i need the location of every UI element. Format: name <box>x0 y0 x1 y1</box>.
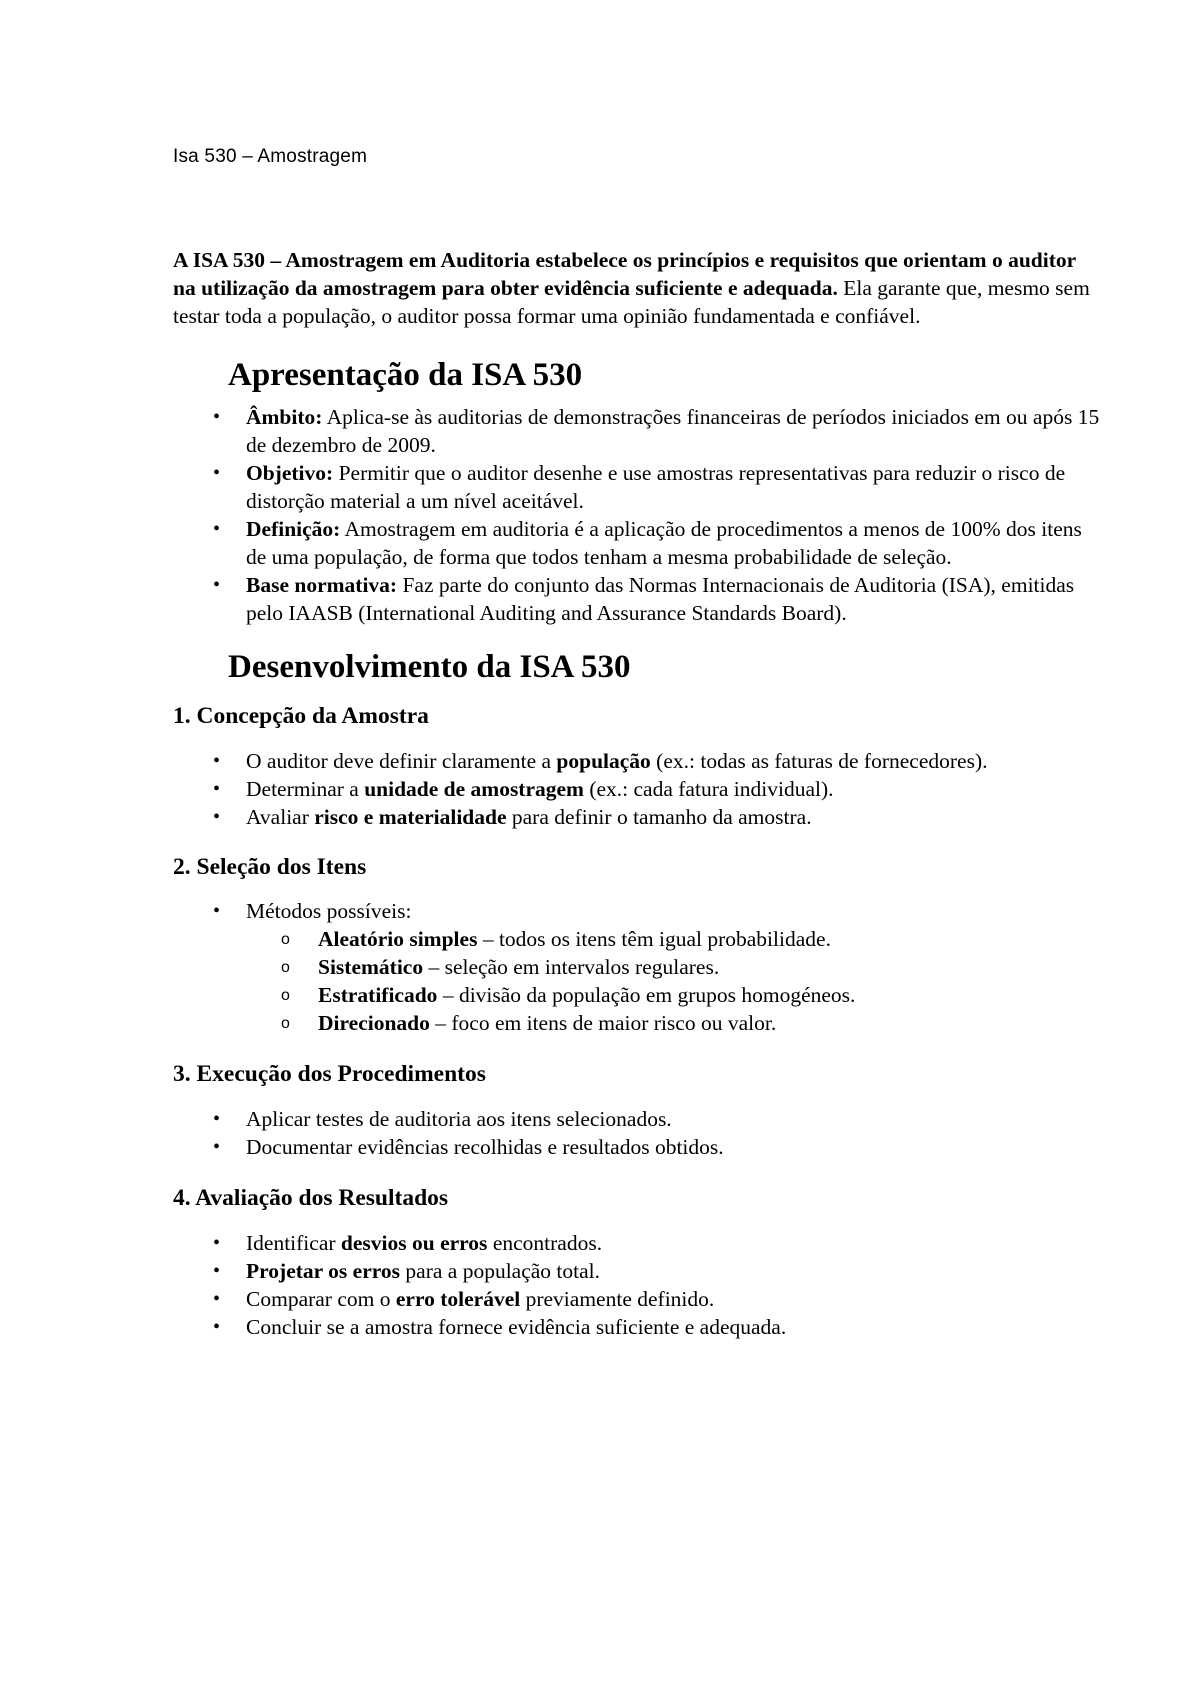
selecao-list <box>173 897 1103 925</box>
item-label: Definição: <box>246 517 341 541</box>
list-item <box>173 1285 1103 1313</box>
item-text: Documentar evidências recolhidas e resultados obtidos. <box>246 1135 724 1159</box>
method-name: Direcionado <box>318 1011 430 1035</box>
item-text: Permitir que o auditor desenhe e use amostras representativas para reduzir o risco de distorção material a um nível aceitável. <box>246 461 1066 513</box>
item-text: para a população total. <box>400 1259 601 1283</box>
method-name: Estratificado <box>318 983 438 1007</box>
subsection-title-concepcao: 1. Concepção da Amostra <box>173 703 429 729</box>
section-title-apresentacao: Apresentação da ISA 530 <box>228 357 583 393</box>
method-desc: – divisão da população em grupos homogéneos. <box>437 983 856 1007</box>
concepcao-list <box>173 747 1103 831</box>
item-label: Objetivo: <box>246 461 334 485</box>
item-text: (ex.: todas as faturas de fornecedores). <box>650 749 988 773</box>
item-text: Avaliar <box>246 805 315 829</box>
item-text: encontrados. <box>487 1231 603 1255</box>
execucao-list <box>173 1105 1103 1161</box>
header-note: Isa 530 – Amostragem <box>173 146 368 167</box>
item-text: Determinar a <box>246 777 365 801</box>
item-text: Identificar <box>246 1231 341 1255</box>
method-name: Aleatório simples <box>318 927 478 951</box>
item-text: previamente definido. <box>520 1287 715 1311</box>
item-bold: população <box>556 749 651 773</box>
avaliacao-list <box>173 1229 1103 1341</box>
list-item <box>173 747 1103 775</box>
method-desc: – foco em itens de maior risco ou valor. <box>429 1011 777 1035</box>
list-item <box>173 1313 1103 1341</box>
list-item <box>173 1105 1103 1133</box>
list-item <box>173 571 1103 627</box>
method-item <box>173 981 1103 1009</box>
item-label: Base normativa: <box>246 573 398 597</box>
method-item <box>173 1009 1103 1037</box>
intro-paragraph <box>173 246 1103 330</box>
section-title-desenvolvimento: Desenvolvimento da ISA 530 <box>228 649 631 685</box>
list-item <box>173 897 1103 925</box>
intro-bold: A ISA 530 – Amostragem em Auditoria estabelece os princípios e requisitos que orientam o auditor na utilização da amostragem para obter evidência suficiente e adequada. <box>173 248 1076 300</box>
item-text: Concluir se a amostra fornece evidência suficiente e adequada. <box>246 1315 787 1339</box>
item-text: Aplicar testes de auditoria aos itens selecionados. <box>246 1107 672 1131</box>
list-item <box>173 459 1103 515</box>
item-text: Faz parte do conjunto das Normas Internacionais de Auditoria (ISA), emitidas pelo IAASB (International Auditing and Assurance Standards Board). <box>246 573 1075 625</box>
list-item <box>173 515 1103 571</box>
item-text: (ex.: cada fatura individual). <box>583 777 834 801</box>
item-text: Métodos possíveis: <box>246 899 412 923</box>
list-item <box>173 1229 1103 1257</box>
item-text: Comparar com o <box>246 1287 396 1311</box>
list-item <box>173 403 1103 459</box>
item-label: Âmbito: <box>246 405 323 429</box>
item-bold: Projetar os erros <box>246 1259 401 1283</box>
item-text: O auditor deve definir claramente a <box>246 749 557 773</box>
method-item <box>173 953 1103 981</box>
intro-rest: Ela garante que, mesmo sem testar toda a população, o auditor possa formar uma opinião fundamentada e confiável. <box>173 276 1090 328</box>
apresentacao-list <box>173 403 1103 627</box>
list-item <box>173 1257 1103 1285</box>
document-body <box>173 246 1103 1341</box>
item-bold: erro tolerável <box>395 1287 521 1311</box>
method-desc: – seleção em intervalos regulares. <box>423 955 720 979</box>
item-text: Aplica-se às auditorias de demonstrações financeiras de períodos iniciados em ou após 15 de dezembro de 2009. <box>246 405 1100 457</box>
item-bold: desvios ou erros <box>340 1231 488 1255</box>
method-item <box>173 925 1103 953</box>
list-item <box>173 803 1103 831</box>
list-item <box>173 1133 1103 1161</box>
subsection-title-avaliacao: 4. Avaliação dos Resultados <box>173 1185 449 1211</box>
item-bold: unidade de amostragem <box>364 777 584 801</box>
subsection-title-selecao: 2. Seleção dos Itens <box>173 854 367 880</box>
methods-list <box>173 925 1103 1037</box>
list-item <box>173 775 1103 803</box>
item-bold: risco e materialidade <box>314 805 507 829</box>
method-desc: – todos os itens têm igual probabilidade. <box>477 927 831 951</box>
subsection-title-execucao: 3. Execução dos Procedimentos <box>173 1061 486 1087</box>
item-text: Amostragem em auditoria é a aplicação de procedimentos a menos de 100% dos itens de uma população, de forma que todos tenham a mesma probabilidade de seleção. <box>246 517 1082 569</box>
item-text: para definir o tamanho da amostra. <box>506 805 812 829</box>
method-name: Sistemático <box>318 955 424 979</box>
